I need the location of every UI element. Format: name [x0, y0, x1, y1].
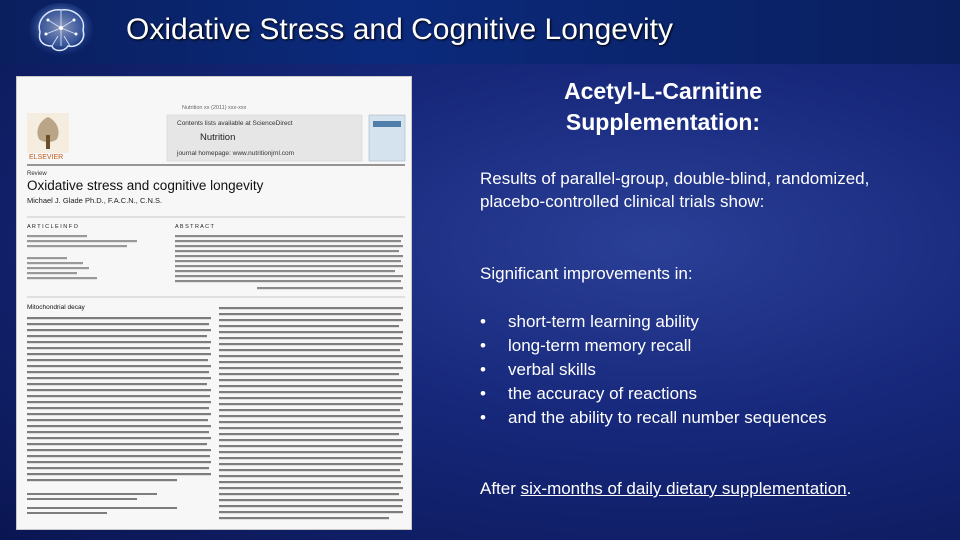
article-journal-name: Nutrition — [200, 132, 236, 143]
slide-title: Oxidative Stress and Cognitive Longevity — [126, 13, 673, 46]
bullet-icon: • — [480, 312, 486, 331]
footer-note — [480, 477, 900, 500]
list-item — [480, 310, 900, 334]
journal-article-image — [16, 76, 412, 530]
header-band — [0, 0, 960, 64]
article-title: Oxidative stress and cognitive longevity — [27, 178, 264, 193]
footer-suffix: . — [846, 479, 852, 498]
elsevier-wordmark: ELSEVIER — [29, 154, 64, 161]
bullet-icon: • — [480, 408, 486, 427]
heading-line-2: Supplementation: — [565, 109, 761, 135]
list-item-text: long-term memory recall — [508, 336, 692, 355]
article-label: Review — [27, 171, 47, 177]
article-contents-line: Contents lists available at ScienceDirect — [177, 120, 293, 127]
improvement-list — [480, 310, 900, 430]
brain-network-logo — [28, 2, 94, 62]
list-item-text: the accuracy of reactions — [508, 384, 697, 403]
bullet-icon: • — [480, 336, 486, 355]
list-item — [480, 334, 900, 358]
list-item — [480, 358, 900, 382]
article-journal-header: Nutrition xx (2011) xxx-xxx — [182, 105, 247, 111]
section-heading — [520, 76, 806, 138]
bullet-icon: • — [480, 384, 486, 403]
footer-prefix: After — [480, 479, 521, 498]
bullet-icon: • — [480, 360, 486, 379]
list-item — [480, 382, 900, 406]
article-info-heading: A R T I C L E I N F O — [27, 224, 78, 230]
journal-article-page — [17, 77, 411, 529]
heading-line-1: Acetyl-L-Carnitine — [563, 78, 763, 104]
journal-cover-thumbnail — [369, 115, 405, 161]
footer-underlined: six-months of daily dietary supplementation — [520, 479, 847, 498]
list-item-text: verbal skills — [508, 360, 596, 379]
list-item — [480, 406, 900, 430]
article-author: Michael J. Glade Ph.D., F.A.C.N., C.N.S. — [27, 196, 163, 205]
elsevier-logo — [27, 113, 69, 161]
list-item-text: short-term learning ability — [508, 312, 699, 331]
article-abstract-heading: A B S T R A C T — [175, 224, 214, 230]
article-homepage: journal homepage: www.nutritionjrnl.com — [177, 150, 295, 157]
improvements-text: Significant improvements in: — [480, 264, 693, 283]
list-item-text: and the ability to recall number sequences — [508, 408, 827, 427]
article-section-heading: Mitochondrial decay — [27, 304, 85, 311]
results-text: Results of parallel-group, double-blind, randomized, placebo-controlled clinical trials show: — [480, 169, 870, 211]
